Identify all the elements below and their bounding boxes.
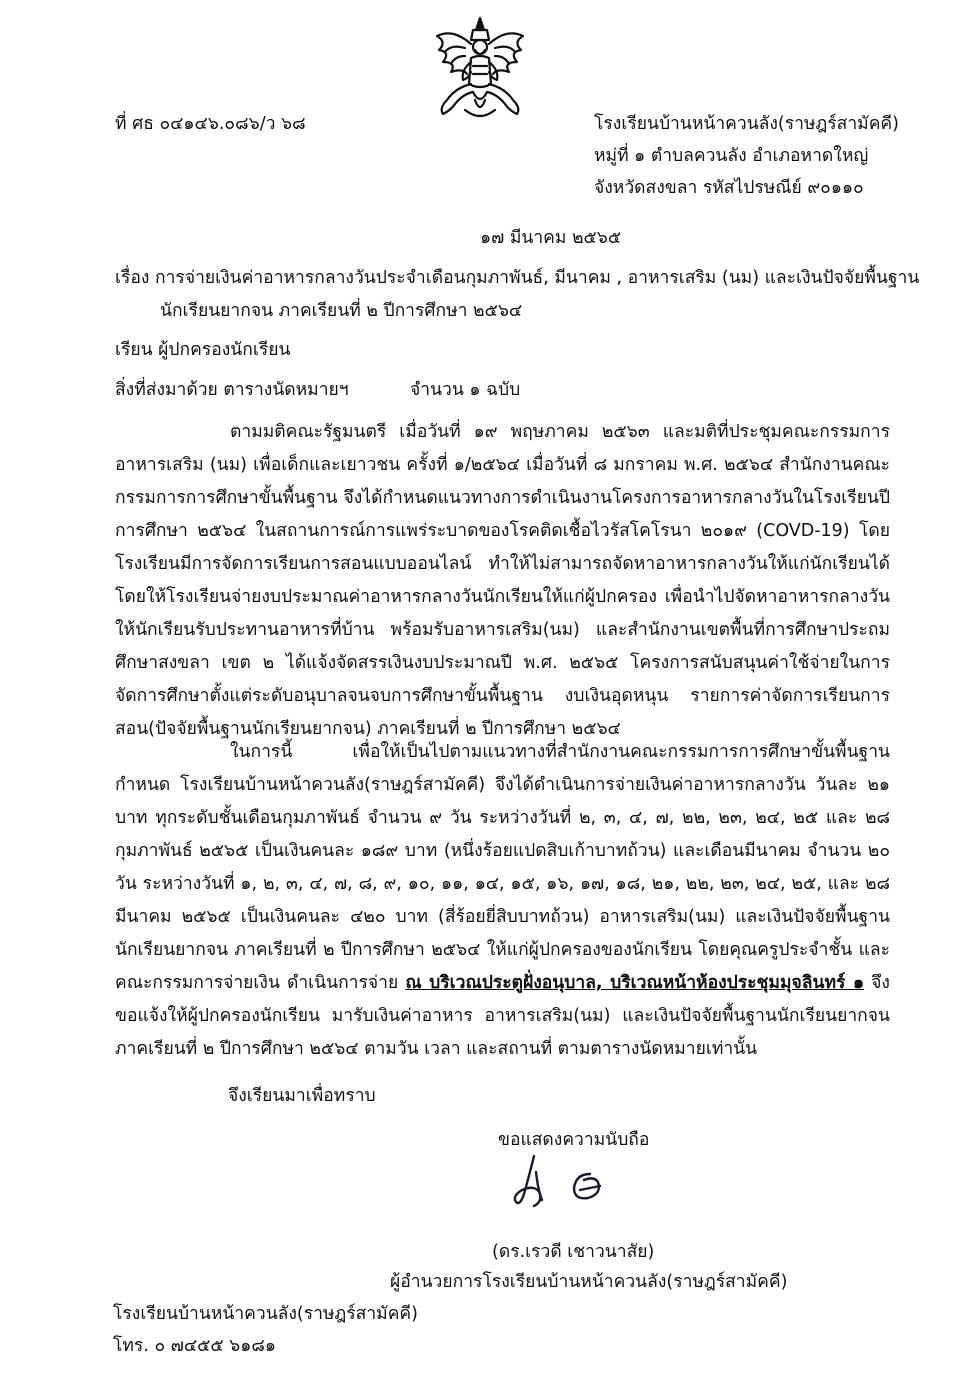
sender-address-line: จังหวัดสงขลา รหัสไปรษณีย์ ๙๐๑๑๐	[594, 178, 864, 198]
body-paragraph-2	[115, 736, 890, 1066]
payment-location: ณ บริเวณประตูฝั่งอนุบาล, บริเวณหน้าห้องประชุมมุจลินทร์ ๑	[405, 973, 865, 993]
enclosure-label: สิ่งที่ส่งมาด้วย ตารางนัดหมายฯ	[115, 380, 349, 400]
handwritten-signature	[506, 1150, 626, 1220]
body-paragraph-1: ตามมติคณะรัฐมนตรี เมื่อวันที่ ๑๙ พฤษภาคม ๒๕๖๓ และมติที่ประชุมคณะกรรมการอาหารเสริม (นม) เพื่อเด็กและเยาวชน ครั้งที่ ๑/๒๕๖๔ เมื่อวันที่ ๘ มกราคม พ.ศ. ๒๕๖๔ สำนักงานคณะกรรมการการศึกษาขั้นพื้นฐาน จึงได้กำหนดแนวทางการดำเนินงานโครงการอาหารกลางวันในโรงเรียนปีการศึกษา ๒๕๖๔ ในสถานการณ์การแพร่ระบาดของโรคติดเชื้อไวรัสโคโรนา ๒๐๑๙ (COVD-19) โดยโรงเรียนมีการจัดการเรียนการสอนแบบออนไลน์ ทำให้ไม่สามารถจัดหาอาหารกลางวันให้แก่นักเรียนได้ โดยให้โรงเรียนจ่ายงบประมาณค่าอาหารกลางวันนักเรียนให้แก่ผู้ปกครอง เพื่อนำไปจัดหาอาหารกลางวันให้นักเรียนรับประทานอาหารที่บ้าน พร้อมรับอาหารเสริม(นม) และสำนักงานเขตพื้นที่การศึกษาประถมศึกษาสงขลา เขต ๒ ได้แจ้งจัดสรรเงินงบประมาณปี พ.ศ. ๒๕๖๕ โครงการสนับสนุนค่าใช้จ่ายในการจัดการศึกษาตั้งแต่ระดับอนุบาลจนจบการศึกษาขั้นพื้นฐาน งบเงินอุดหนุน รายการค่าจัดการเรียนการสอน(ปัจจัยพื้นฐานนักเรียนยากจน) ภาคเรียนที่ ๒ ปีการศึกษา ๒๕๖๔	[115, 422, 890, 739]
sender-address-line: โรงเรียนบ้านหน้าควนลัง(ราษฎร์สามัคคี)	[594, 114, 899, 134]
signer-name: (ดร.เรวดี เชาวนาสัย)	[492, 1242, 655, 1262]
letter-subject	[115, 262, 920, 328]
letter-salutation: เรียน ผู้ปกครองนักเรียน	[115, 340, 291, 360]
document-reference-number: ที่ ศธ ๐๔๑๔๖.๐๘๖/ว ๖๘	[115, 114, 306, 134]
sender-address	[594, 108, 899, 204]
signer-position: ผู้อำนวยการโรงเรียนบ้านหน้าควนลัง(ราษฎร์สามัคคี)	[390, 1272, 788, 1292]
enclosure-line	[115, 374, 521, 407]
paragraph-2-text: ในการนี้ เพื่อให้เป็นไปตามแนวทางที่สำนักงานคณะกรรมการการศึกษาขั้นพื้นฐานกำหนด โรงเรียนบ้านหน้าควนลัง(ราษฎร์สามัคคี) จึงได้ดำเนินการจ่ายเงินค่าอาหารกลางวัน วันละ ๒๑ บาท ทุกระดับชั้นเดือนกุมภาพันธ์ จำนวน ๙ วัน ระหว่างวันที่ ๒, ๓, ๔, ๗, ๒๒, ๒๓, ๒๔, ๒๕ และ ๒๘ กุมภาพันธ์ ๒๕๖๕ เป็นเงินคนละ ๑๘๙ บาท (หนึ่งร้อยแปดสิบเก้าบาทถ้วน) และเดือนมีนาคม จำนวน ๒๐ วัน ระหว่างวันที่ ๑, ๒, ๓, ๔, ๗, ๘, ๙, ๑๐, ๑๑, ๑๔, ๑๕, ๑๖, ๑๗, ๑๘, ๒๑, ๒๒, ๒๓, ๒๔, ๒๕, และ ๒๘ มีนาคม ๒๕๖๕ เป็นเงินคนละ ๔๒๐ บาท (สี่ร้อยยี่สิบบาทถ้วน) อาหารเสริม(นม) และเงินปัจจัยพื้นฐานนักเรียนยากจน ภาคเรียนที่ ๒ ปีการศึกษา ๒๕๖๔ ให้แก่ผู้ปกครองของนักเรียน โดยคุณครูประจำชั้น และคณะกรรมการจ่ายเงิน ดำเนินการจ่าย	[115, 742, 890, 993]
subject-line-2: นักเรียนยากจน ภาคเรียนที่ ๒ ปีการศึกษา ๒๕๖๔	[160, 301, 523, 321]
footer-school-name: โรงเรียนบ้านหน้าควนลัง(ราษฎร์สามัคคี)	[113, 1304, 418, 1324]
enclosure-quantity: จำนวน ๑ ฉบับ	[410, 380, 521, 400]
footer-phone: โทร. ๐ ๗๔๕๕ ๖๑๘๑	[113, 1336, 276, 1356]
letter-closing: จึงเรียนมาเพื่อทราบ	[228, 1086, 376, 1106]
sender-address-line: หมู่ที่ ๑ ตำบลควนลัง อำเภอหาดใหญ่	[594, 146, 869, 166]
regards-line: ขอแสดงความนับถือ	[498, 1130, 650, 1150]
subject-line-1: เรื่อง การจ่ายเงินค่าอาหารกลางวันประจำเดือนกุมภาพันธ์, มีนาคม , อาหารเสริม (นม) และเงินปัจจัยพื้นฐาน	[115, 268, 920, 288]
paragraph-2-text-end: จึงขอแจ้งให้ผู้ปกครองนักเรียน มารับเงินค่าอาหาร อาหารเสริม(นม) และเงินปัจจัยพื้นฐานนักเรียนยากจน ภาคเรียนที่ ๒ ปีการศึกษา ๒๕๖๔ ตามวัน เวลา และสถานที่ ตามตารางนัดหมายเท่านั้น	[115, 973, 890, 1059]
letter-date: ๑๗ มีนาคม ๒๕๖๕	[480, 228, 622, 248]
garuda-emblem-icon	[425, 14, 535, 124]
